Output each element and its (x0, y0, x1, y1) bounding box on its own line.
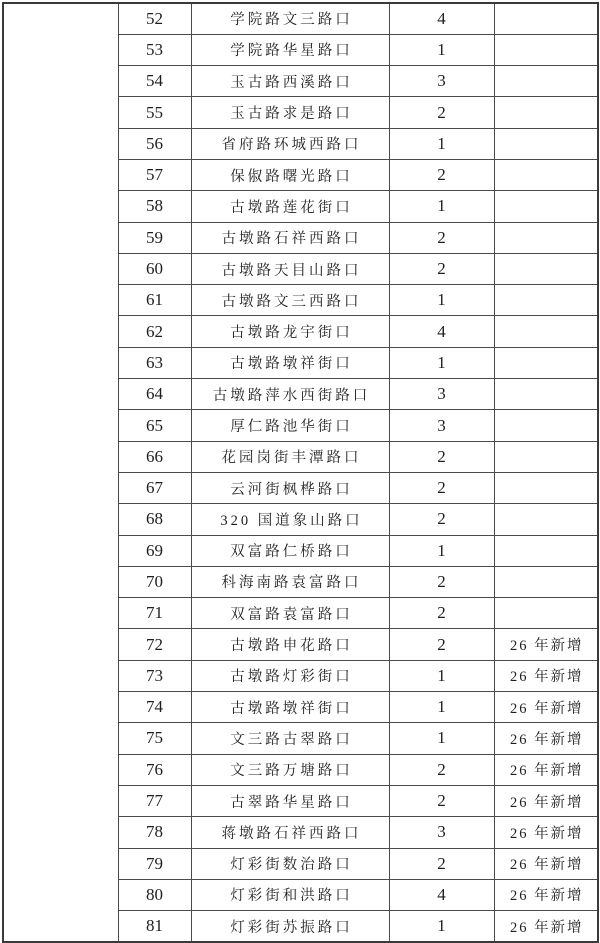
count-cell: 2 (389, 159, 494, 190)
row-index-cell: 52 (118, 3, 191, 34)
note-cell (494, 504, 598, 535)
location-cell: 保俶路曙光路口 (191, 159, 389, 190)
count-cell: 1 (389, 660, 494, 691)
note-cell (494, 598, 598, 629)
location-cell: 双富路仁桥路口 (191, 535, 389, 566)
location-cell: 古墩路龙宇街口 (191, 316, 389, 347)
count-cell: 2 (389, 253, 494, 284)
note-cell (494, 441, 598, 472)
row-index-cell: 78 (118, 817, 191, 848)
row-index-cell: 81 (118, 911, 191, 942)
note-cell: 26 年新增 (494, 723, 598, 754)
row-index-cell: 68 (118, 504, 191, 535)
note-cell (494, 285, 598, 316)
row-index-cell: 76 (118, 754, 191, 785)
count-cell: 1 (389, 191, 494, 222)
location-cell: 古墩路灯彩街口 (191, 660, 389, 691)
row-index-cell: 75 (118, 723, 191, 754)
location-cell: 文三路古翠路口 (191, 723, 389, 754)
location-cell: 双富路袁富路口 (191, 598, 389, 629)
row-index-cell: 65 (118, 410, 191, 441)
count-cell: 1 (389, 723, 494, 754)
location-cell: 厚仁路池华街口 (191, 410, 389, 441)
row-index-cell: 55 (118, 97, 191, 128)
location-cell: 科海南路袁富路口 (191, 566, 389, 597)
row-index-cell: 61 (118, 285, 191, 316)
count-cell: 1 (389, 347, 494, 378)
count-cell: 2 (389, 848, 494, 879)
count-cell: 1 (389, 128, 494, 159)
location-cell: 古墩路石祥西路口 (191, 222, 389, 253)
note-cell: 26 年新增 (494, 879, 598, 910)
count-cell: 1 (389, 692, 494, 723)
row-index-cell: 74 (118, 692, 191, 723)
location-cell: 玉古路西溪路口 (191, 66, 389, 97)
location-cell: 云河街枫桦路口 (191, 472, 389, 503)
row-index-cell: 80 (118, 879, 191, 910)
location-cell: 古墩路莲花街口 (191, 191, 389, 222)
note-cell (494, 535, 598, 566)
location-cell: 古墩路墩祥街口 (191, 347, 389, 378)
location-cell: 古墩路墩祥街口 (191, 692, 389, 723)
row-index-cell: 63 (118, 347, 191, 378)
note-cell: 26 年新增 (494, 629, 598, 660)
count-cell: 2 (389, 629, 494, 660)
count-cell: 4 (389, 3, 494, 34)
note-cell (494, 3, 598, 34)
row-index-cell: 58 (118, 191, 191, 222)
row-index-cell: 66 (118, 441, 191, 472)
note-cell (494, 34, 598, 65)
note-cell (494, 379, 598, 410)
note-cell (494, 191, 598, 222)
count-cell: 2 (389, 472, 494, 503)
row-index-cell: 60 (118, 253, 191, 284)
note-cell (494, 472, 598, 503)
row-index-cell: 79 (118, 848, 191, 879)
location-cell: 文三路万塘路口 (191, 754, 389, 785)
row-index-cell: 70 (118, 566, 191, 597)
row-index-cell: 53 (118, 34, 191, 65)
count-cell: 2 (389, 222, 494, 253)
row-index-cell: 77 (118, 785, 191, 816)
count-cell: 2 (389, 566, 494, 597)
note-cell (494, 66, 598, 97)
location-cell: 蒋墩路石祥西路口 (191, 817, 389, 848)
row-index-cell: 57 (118, 159, 191, 190)
intersection-table (2, 2, 599, 943)
note-cell: 26 年新增 (494, 785, 598, 816)
note-cell (494, 222, 598, 253)
location-cell: 学院路华星路口 (191, 34, 389, 65)
count-cell: 2 (389, 441, 494, 472)
row-index-cell: 62 (118, 316, 191, 347)
count-cell: 2 (389, 598, 494, 629)
note-cell: 26 年新增 (494, 754, 598, 785)
location-cell: 320 国道象山路口 (191, 504, 389, 535)
location-cell: 花园岗街丰潭路口 (191, 441, 389, 472)
location-cell: 灯彩街数治路口 (191, 848, 389, 879)
row-index-cell: 72 (118, 629, 191, 660)
count-cell: 1 (389, 34, 494, 65)
location-cell: 学院路文三路口 (191, 3, 389, 34)
note-cell (494, 128, 598, 159)
table-row (3, 3, 598, 34)
location-cell: 古墩路萍水西街路口 (191, 379, 389, 410)
count-cell: 1 (389, 911, 494, 942)
row-index-cell: 54 (118, 66, 191, 97)
row-index-cell: 73 (118, 660, 191, 691)
note-cell (494, 566, 598, 597)
count-cell: 3 (389, 379, 494, 410)
note-cell (494, 347, 598, 378)
location-cell: 灯彩街和洪路口 (191, 879, 389, 910)
note-cell: 26 年新增 (494, 692, 598, 723)
note-cell (494, 316, 598, 347)
location-cell: 古墩路文三西路口 (191, 285, 389, 316)
count-cell: 3 (389, 817, 494, 848)
note-cell: 26 年新增 (494, 848, 598, 879)
location-cell: 玉古路求是路口 (191, 97, 389, 128)
count-cell: 1 (389, 285, 494, 316)
count-cell: 2 (389, 97, 494, 128)
row-index-cell: 71 (118, 598, 191, 629)
note-cell (494, 97, 598, 128)
row-index-cell: 59 (118, 222, 191, 253)
note-cell: 26 年新增 (494, 911, 598, 942)
row-index-cell: 67 (118, 472, 191, 503)
note-cell: 26 年新增 (494, 817, 598, 848)
note-cell: 26 年新增 (494, 660, 598, 691)
row-index-cell: 64 (118, 379, 191, 410)
note-cell (494, 253, 598, 284)
location-cell: 古墩路申花路口 (191, 629, 389, 660)
table-body (3, 3, 598, 942)
count-cell: 2 (389, 785, 494, 816)
location-cell: 古墩路天目山路口 (191, 253, 389, 284)
note-cell (494, 410, 598, 441)
count-cell: 3 (389, 410, 494, 441)
count-cell: 1 (389, 535, 494, 566)
location-cell: 灯彩街苏振路口 (191, 911, 389, 942)
location-cell: 古翠路华星路口 (191, 785, 389, 816)
row-index-cell: 56 (118, 128, 191, 159)
note-cell (494, 159, 598, 190)
category-cell (3, 3, 118, 942)
count-cell: 2 (389, 504, 494, 535)
count-cell: 4 (389, 316, 494, 347)
row-index-cell: 69 (118, 535, 191, 566)
count-cell: 2 (389, 754, 494, 785)
count-cell: 3 (389, 66, 494, 97)
location-cell: 省府路环城西路口 (191, 128, 389, 159)
count-cell: 4 (389, 879, 494, 910)
